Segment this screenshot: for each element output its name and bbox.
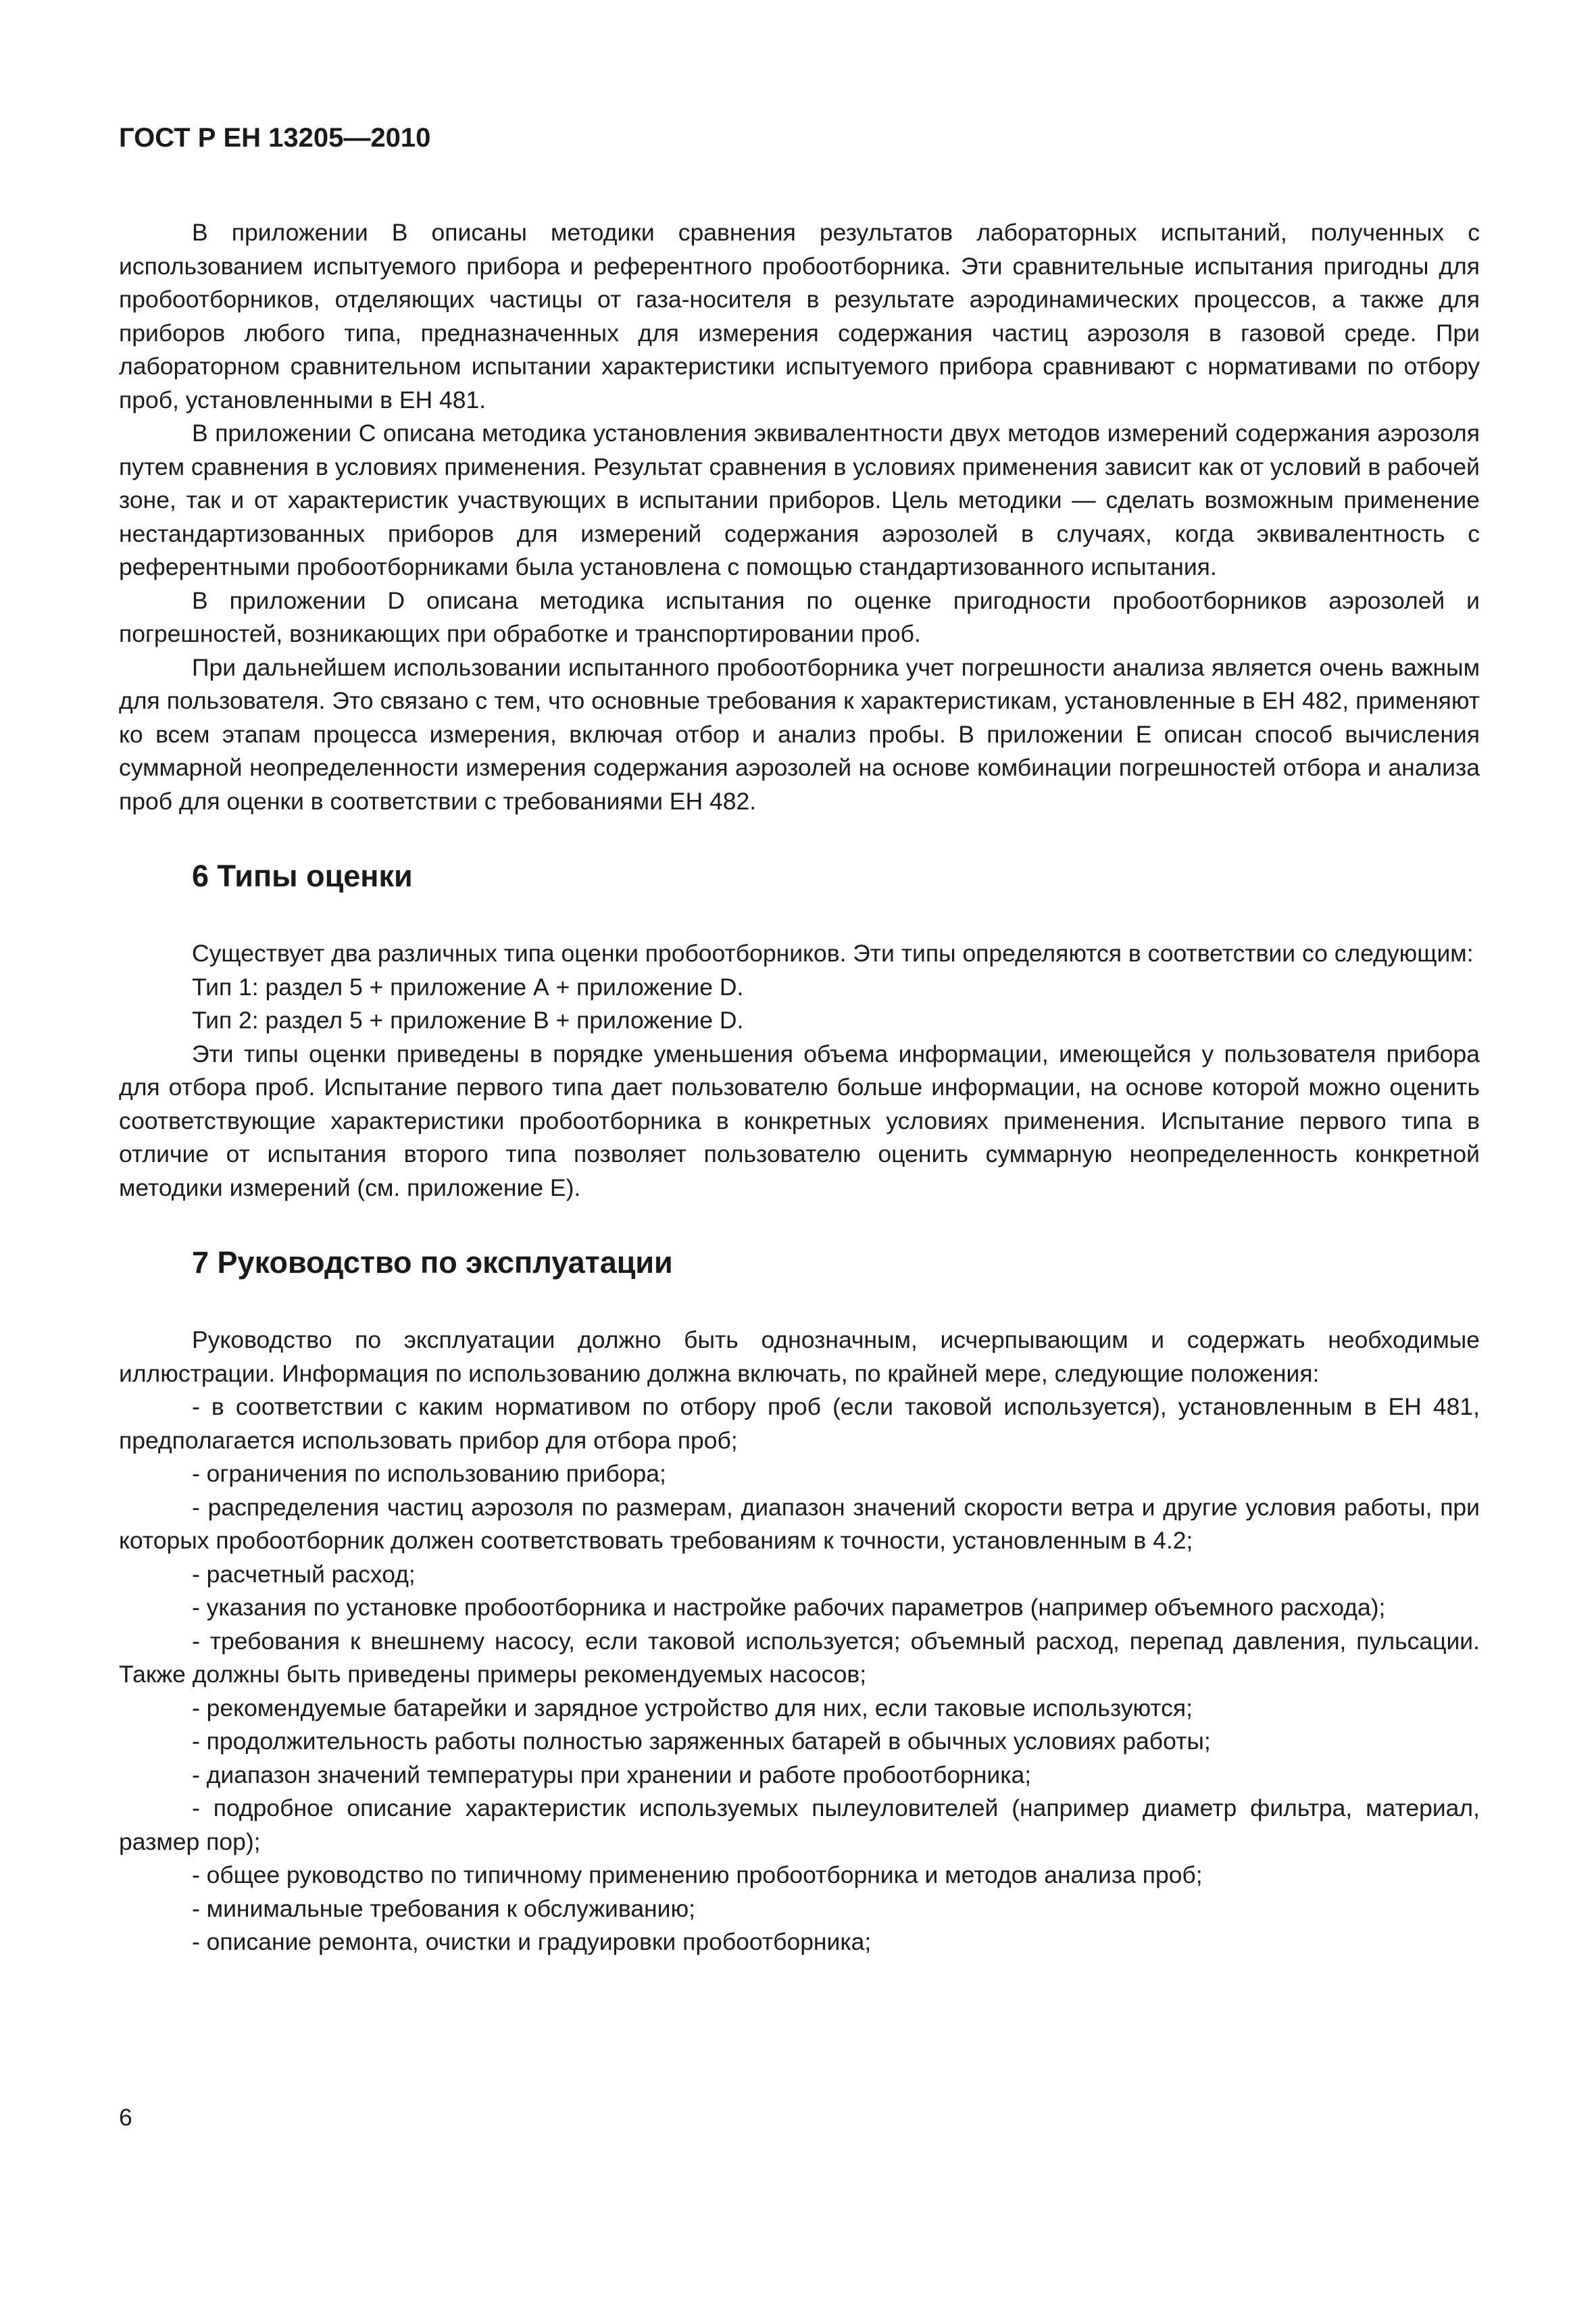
page-number: 6 (119, 2104, 132, 2131)
list-item: - диапазон значений температуры при хранении и работе пробоотборника; (192, 1761, 1032, 1788)
list-item: - ограничения по использованию прибора; (192, 1460, 666, 1487)
section-6 (119, 857, 1480, 1205)
section-7-title: 7 Руководство по эксплуатации (192, 1245, 673, 1280)
list-item: - подробное описание характеристик используемых пылеуловителей (например диаметр фильтра, материал, размер пор); (119, 1794, 1480, 1855)
list-item: - описание ремонта, очистки и градуировки пробоотборника; (192, 1928, 872, 1955)
section-7-intro: Руководство по эксплуатации должно быть однозначным, исчерпывающим и содержать необходимые иллюстрации. Информация по использованию должна включать, по крайней мере, следующие положения: (119, 1326, 1480, 1387)
paragraph-annex-d: В приложении D описана методика испытания по оценке пригодности пробоотборников аэрозолей и погрешностей, возникающих при обработке и транспортировании проб. (119, 586, 1480, 647)
section-6-title: 6 Типы оценки (192, 859, 413, 893)
standard-header: ГОСТ Р ЕН 13205—2010 (119, 123, 431, 153)
list-item: - общее руководство по типичному применению пробоотборника и методов анализа проб; (192, 1861, 1203, 1888)
list-item: - в соответствии с каким нормативом по отбору проб (если таковой используется), установленным в ЕН 481, предполагается использовать прибор для отбора проб; (119, 1393, 1480, 1454)
list-item: - распределения частиц аэрозоля по размерам, диапазон значений скорости ветра и другие условия работы, при которых пробоотборник должен соответствовать требованиям к точности, установленным в 4.2; (119, 1493, 1480, 1554)
list-item: - рекомендуемые батарейки и зарядное устройство для них, если таковые используются; (192, 1694, 1193, 1721)
list-item: - указания по установке пробоотборника и настройке рабочих параметров (например объемного расхода); (192, 1594, 1386, 1621)
section-6-type-2: Тип 2: раздел 5 + приложение В + приложение D. (192, 1007, 744, 1034)
section-6-paragraph: Существует два различных типа оценки пробоотборников. Эти типы определяются в соответствии со следующим: (192, 940, 1474, 967)
paragraph-annex-b: В приложении В описаны методики сравнения результатов лабораторных испытаний, полученных с использованием испытуемого прибора и референтного пробоотборника. Эти сравнительные испытания пригодны для пробоотборников, отделяющих частицы от газа-носителя в результате аэродинамических процессов, а также для приборов любого типа, предназначенных для измерения содержания частиц аэрозоля в газовой среде. При лабораторном сравнительном испытании характеристики испытуемого прибора сравнивают с нормативами по отбору проб, установленными в ЕН 481. (119, 219, 1480, 413)
section-7 (119, 1244, 1480, 1959)
list-item: - минимальные требования к обслуживанию; (192, 1894, 695, 1922)
paragraph-annex-c: В приложении С описана методика установления эквивалентности двух методов измерений содержания аэрозоля путем сравнения в условиях применения. Результат сравнения в условиях применения зависит как от условий в рабочей зоне, так и от характеристик участвующих в испытании приборов. Цель методики — сделать возможным применение нестандартизованных приборов для измерений содержания аэрозолей в случаях, когда эквивалентность с референтными пробоотборниками была установлена с помощью стандартизованного испытания. (119, 420, 1480, 580)
paragraph-annex-e: При дальнейшем использовании испытанного пробоотборника учет погрешности анализа является очень важным для пользователя. Это связано с тем, что основные требования к характеристикам, установленные в ЕН 482, применяют ко всем этапам процесса измерения, включая отбор и анализ пробы. В приложении Е описан способ вычисления суммарной неопределенности измерения содержания аэрозолей на основе комбинации погрешностей отбора и анализа проб для оценки в соответствии с требованиями ЕН 482. (119, 653, 1480, 815)
section-5-continuation (119, 216, 1480, 818)
section-6-type-1: Тип 1: раздел 5 + приложение А + приложение D. (192, 973, 744, 1001)
list-item: - расчетный расход; (192, 1560, 416, 1588)
list-item: - требования к внешнему насосу, если таковой используется; объемный расход, перепад давления, пульсации. Также должны быть приведены примеры рекомендуемых насосов; (119, 1627, 1480, 1688)
section-6-paragraph: Эти типы оценки приведены в порядке уменьшения объема информации, имеющейся у пользователя прибора для отбора проб. Испытание первого типа дает пользователю больше информации, на основе которой можно оценить соответствующие характеристики пробоотборника в конкретных условиях применения. Испытание первого типа в отличие от испытания второго типа позволяет пользователю оценить суммарную неопределенность конкретной методики измерений (см. приложение Е). (119, 1040, 1480, 1201)
list-item: - продолжительность работы полностью заряженных батарей в обычных условиях работы; (192, 1728, 1211, 1755)
